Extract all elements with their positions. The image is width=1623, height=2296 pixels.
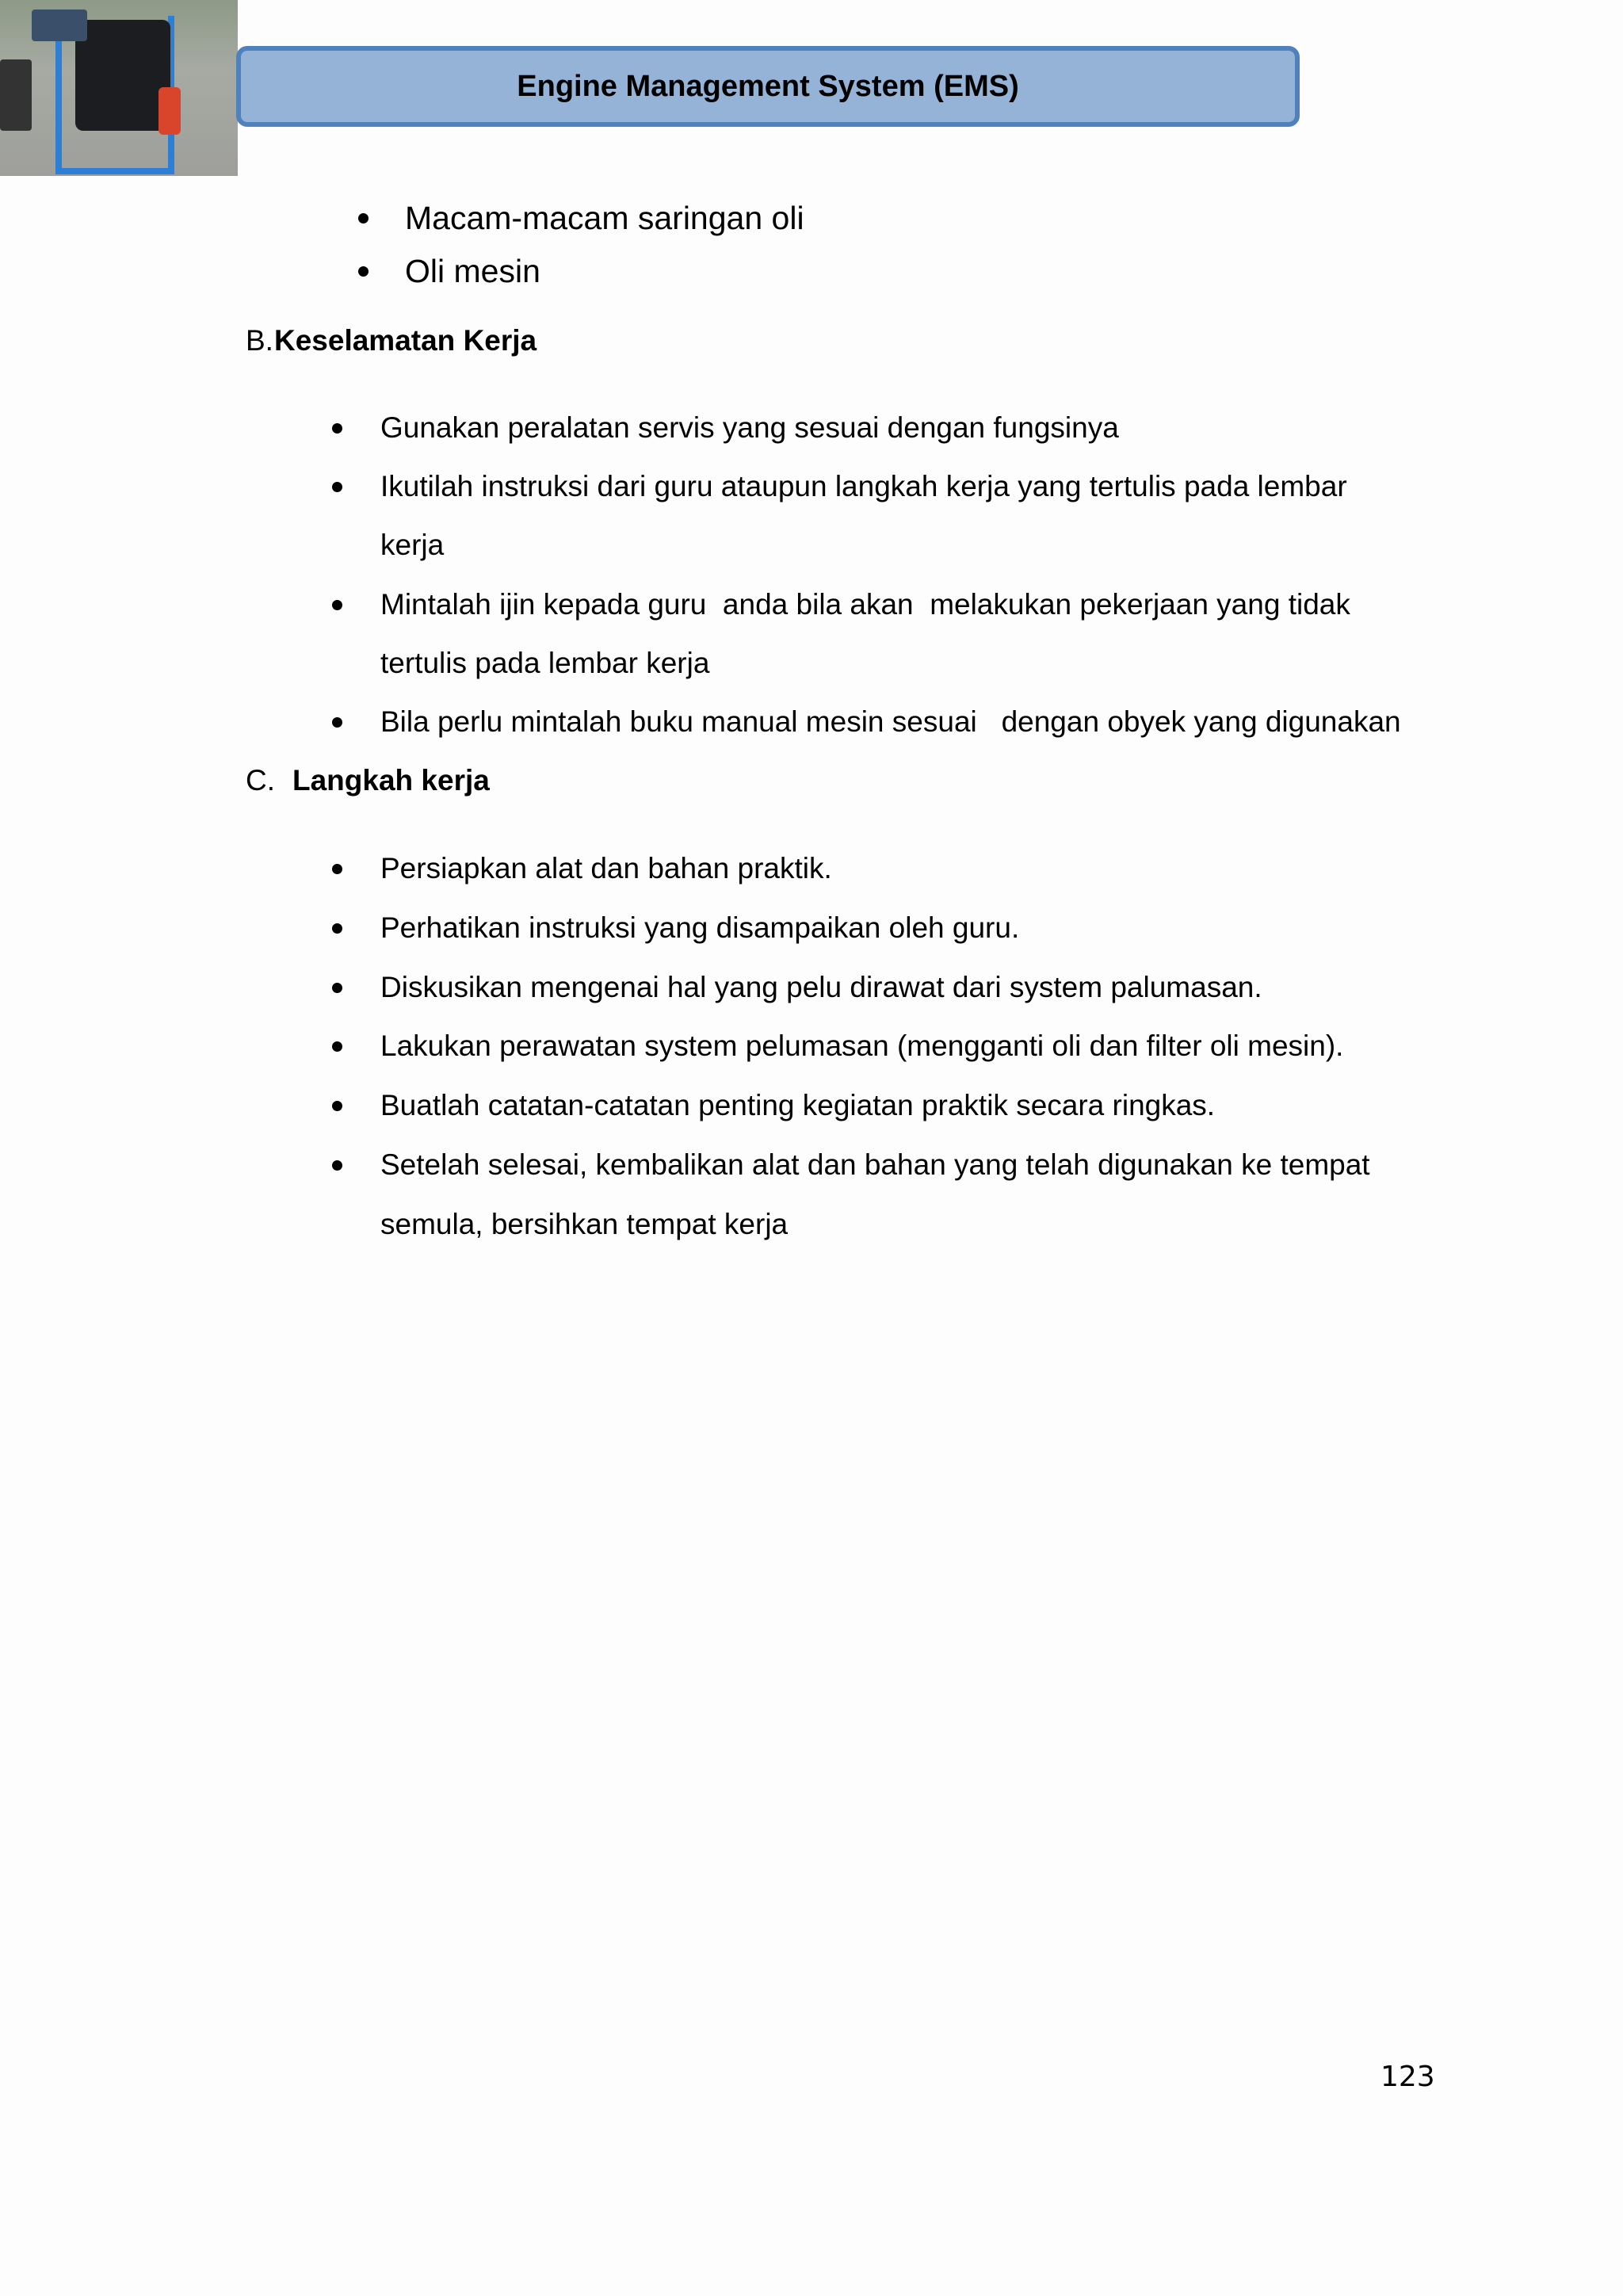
safety-item: tertulis pada lembar kerja	[380, 646, 710, 679]
bullet-icon	[358, 266, 369, 277]
safety-item: Bila perlu mintalah buku manual mesin sesuai dengan obyek yang digunakan	[380, 705, 1401, 738]
material-item: Oli mesin	[405, 253, 540, 289]
bullet-icon	[332, 983, 342, 993]
section-c-prefix: C.	[246, 764, 275, 797]
bullet-icon	[332, 1160, 342, 1171]
section-c-title: Langkah kerja	[292, 764, 490, 797]
bullet-icon	[332, 1041, 342, 1052]
bullet-icon	[332, 1101, 342, 1111]
header-title: Engine Management System (EMS)	[517, 69, 1019, 103]
safety-item: Ikutilah instruksi dari guru ataupun langkah kerja yang tertulis pada lembar	[380, 470, 1347, 503]
material-item: Macam-macam saringan oli	[405, 200, 804, 236]
work-step-item: Lakukan perawatan system pelumasan (mengganti oli dan filter oli mesin).	[380, 1030, 1344, 1063]
work-step-item: semula, bersihkan tempat kerja	[380, 1207, 789, 1240]
work-step-item: Persiapkan alat dan bahan praktik.	[380, 852, 832, 884]
safety-item: kerja	[380, 529, 445, 562]
section-b-prefix: B.	[246, 324, 273, 357]
page-number: 123	[1381, 2061, 1435, 2093]
work-step-item: Diskusikan mengenai hal yang pelu dirawat dari system palumasan.	[380, 970, 1262, 1003]
engine-trainer-photo	[0, 0, 238, 176]
photo-engine	[75, 20, 170, 131]
work-step-item: Buatlah catatan-catatan penting kegiatan praktik secara ringkas.	[380, 1089, 1216, 1122]
bullet-icon	[358, 213, 369, 223]
bullet-icon	[332, 864, 342, 874]
bullet-icon	[332, 482, 342, 492]
photo-panel	[32, 10, 87, 41]
section-b-title: Keselamatan Kerja	[274, 324, 537, 357]
bullet-icon	[332, 423, 342, 434]
photo-tank	[158, 87, 181, 135]
safety-item: Mintalah ijin kepada guru anda bila akan melakukan pekerjaan yang tidak	[380, 587, 1350, 621]
work-step-item: Setelah selesai, kembalikan alat dan bahan yang telah digunakan ke tempat	[380, 1148, 1370, 1181]
bullet-icon	[332, 600, 342, 610]
work-step-item: Perhatikan instruksi yang disampaikan oleh guru.	[380, 911, 1020, 944]
bullet-icon	[332, 923, 342, 934]
safety-item: Gunakan peralatan servis yang sesuai dengan fungsinya	[380, 411, 1119, 444]
photo-bin	[0, 59, 32, 131]
bullet-icon	[332, 717, 342, 728]
header-banner	[236, 46, 1300, 127]
